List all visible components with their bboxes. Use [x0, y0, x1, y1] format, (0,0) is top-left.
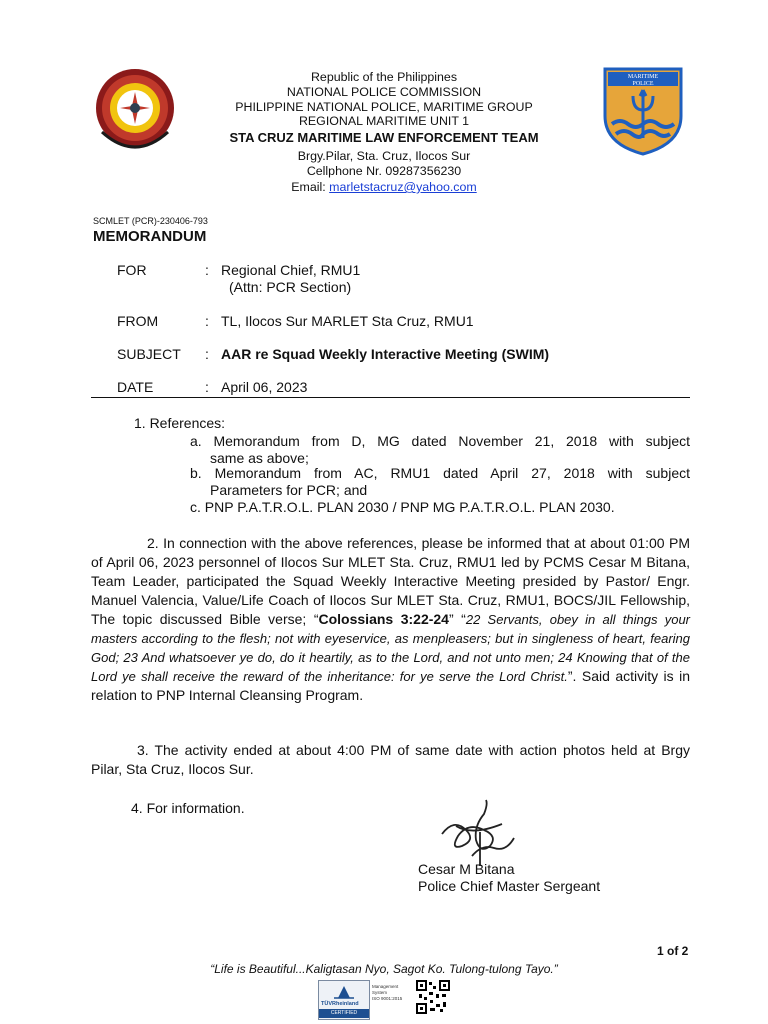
- memo-subject-row: [117, 346, 697, 366]
- email-label: Email:: [291, 180, 330, 194]
- header-email: [0, 180, 768, 195]
- header-divider: [91, 397, 690, 398]
- reference-b-line1: b. Memorandum from AC, RMU1 dated April 27, 2018 with subject: [190, 465, 690, 481]
- cert-line-2: System: [372, 990, 388, 995]
- from-value: TL, Ilocos Sur MARLET Sta Cruz, RMU1: [221, 313, 474, 329]
- date-value: April 06, 2023: [221, 379, 308, 395]
- footer-motto: “Life is Beautiful...Kaligtasan Nyo, Sagot Ko. Tulong-tulong Tayo.”: [210, 962, 558, 976]
- para2-intro: 2. In connection with the above references, please be informed that at about 01:00 PM of April 06, 2023 personnel of Ilocos Sur MLET Sta. Cruz, RMU1 led by PCMS Cesar M Bitana, Team Leader, participated the Squad Weekly Interactive Meeting presided by Pastor/ Engr. Manuel Valencia, Value/Life Coach of Ilocos Sur MLET Sta. Cruz, RMU1, BOCS/JIL Fellowship, The topic discussed Bible verse; “: [91, 535, 690, 627]
- paragraph-2: [91, 534, 690, 705]
- management-system-text: [372, 984, 402, 1002]
- verse-text: 22 Servants, obey in all things your masters according to the flesh; not with eyeservice, as menpleasers; but in singleness of heart, fearing God; 23 And whatsoever ye do, do it heartily, as to the Lord, and not unto men; 24 Knowing that of the Lord ye shall receive the reward of the inheritance: for ye serve the Lord Christ.: [91, 612, 690, 684]
- memo-date-row: [117, 379, 697, 399]
- header-republic: Republic of the Philippines: [310, 70, 458, 84]
- header-napolcom: NATIONAL POLICE COMMISSION: [286, 85, 482, 99]
- header-team: STA CRUZ MARITIME LAW ENFORCEMENT TEAM: [229, 130, 539, 145]
- header-cellphone: Cellphone Nr. 09287356230: [306, 164, 462, 178]
- cert-line-1: Management: [372, 984, 399, 989]
- header-pnp-maritime: PHILIPPINE NATIONAL POLICE, MARITIME GROUP: [235, 100, 533, 114]
- memorandum-title: MEMORANDUM: [93, 228, 207, 245]
- para2-mid: ” “: [448, 611, 466, 627]
- for-colon: :: [205, 262, 209, 278]
- date-colon: :: [205, 379, 209, 395]
- paragraph-3: 3. The activity ended at about 4:00 PM of same date with action photos held at Brgy Pilar, Sta Cruz, Ilocos Sur.: [91, 742, 690, 777]
- tuv-certification-badge: [318, 980, 370, 1020]
- header-rmu: REGIONAL MARITIME UNIT 1: [298, 114, 470, 128]
- tuv-brand: TÜVRheinland: [321, 1001, 359, 1007]
- for-attn: (Attn: PCR Section): [229, 279, 352, 295]
- from-colon: :: [205, 313, 209, 329]
- handwritten-signature-icon: [432, 796, 522, 868]
- subject-value: AAR re Squad Weekly Interactive Meeting (SWIM): [221, 346, 550, 362]
- reference-a-line2: same as above;: [210, 450, 309, 466]
- signatory-title: Police Chief Master Sergeant: [418, 878, 601, 894]
- shield-text-top: MARITIME: [627, 74, 659, 80]
- tuv-logo-icon: [320, 982, 368, 1002]
- memo-from-row: [117, 313, 697, 333]
- memo-for-row: [117, 262, 697, 302]
- page-number: 1 of 2: [657, 944, 689, 958]
- reference-b-line2: Parameters for PCR; and: [210, 482, 368, 498]
- qr-code-icon: [416, 980, 450, 1014]
- para2-end: ”. Said activity is in relation to PNP Internal Cleansing Program.: [91, 668, 690, 703]
- verse-reference: Colossians 3:22-24: [318, 611, 449, 627]
- cert-line-3: ISO 9001:2015: [372, 996, 403, 1001]
- references-heading: 1. References:: [134, 415, 226, 431]
- shield-text-bottom: POLICE: [632, 81, 654, 87]
- qr-code: [416, 980, 450, 1014]
- signatory-name: Cesar M Bitana: [418, 861, 515, 877]
- email-link[interactable]: marletstacruz@yahoo.com: [329, 180, 477, 194]
- from-label: FROM: [117, 313, 159, 329]
- subject-label: SUBJECT: [117, 346, 181, 362]
- header-address: Brgy.Pilar, Sta. Cruz, Ilocos Sur: [297, 149, 471, 163]
- tuv-certified: CERTIFIED: [319, 1009, 369, 1018]
- signature-scribble: [432, 796, 522, 868]
- reference-c-line1: c. PNP P.A.T.R.O.L. PLAN 2030 / PNP MG P.A.T.R.O.L. PLAN 2030.: [190, 499, 615, 515]
- subject-colon: :: [205, 346, 209, 362]
- reference-number: SCMLET (PCR)-230406-793: [93, 216, 208, 226]
- for-value: Regional Chief, RMU1: [221, 262, 361, 278]
- for-label: FOR: [117, 262, 147, 278]
- paragraph-4: 4. For information.: [131, 800, 245, 816]
- date-label: DATE: [117, 379, 154, 395]
- reference-a-line1: a. Memorandum from D, MG dated November 21, 2018 with subject: [190, 433, 690, 449]
